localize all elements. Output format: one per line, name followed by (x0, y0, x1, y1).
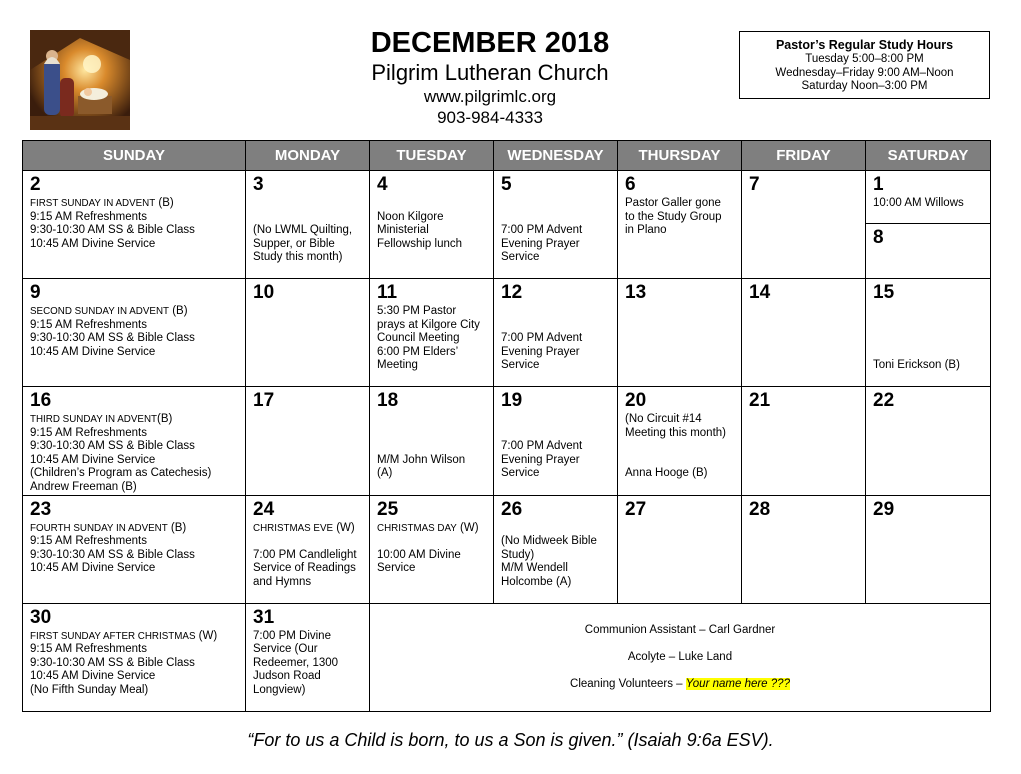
event-line: (A) (377, 467, 393, 480)
event-line: 5:30 PM Pastor (377, 305, 457, 317)
event-line: Meeting this month) (625, 426, 726, 439)
day-cell[interactable] (742, 495, 866, 603)
weekday-header: THURSDAY (618, 141, 742, 171)
event-line: Evening Prayer (501, 453, 580, 466)
weekday-header: MONDAY (246, 141, 370, 171)
event-line: (No Midweek Bible (501, 535, 597, 548)
event-line: Supper, or Bible (253, 237, 335, 250)
event-line: (No Circuit #14 (625, 413, 702, 425)
day-number: 4 (377, 174, 388, 195)
event-line: 7:00 PM Advent (501, 332, 583, 345)
day-cell[interactable] (246, 495, 370, 603)
day-cell[interactable] (246, 279, 370, 387)
day-cell-lower (873, 224, 983, 250)
day-number: 23 (30, 498, 52, 520)
day-cell[interactable] (494, 279, 618, 387)
day-cell[interactable] (618, 387, 742, 496)
event-line: 7:00 PM Advent (501, 440, 583, 453)
event-line: 10:45 AM Divine Service (30, 237, 156, 250)
liturgical-day: CHRISTMAS EVE (W) (253, 521, 355, 534)
event-line: Study) (501, 548, 535, 561)
day-number: 28 (749, 498, 771, 520)
day-cell[interactable] (246, 387, 370, 496)
day-number: 5 (501, 174, 512, 195)
event-line: 6:00 PM Elders’ (377, 345, 459, 358)
day-number: 29 (873, 498, 895, 520)
day-cell[interactable] (23, 387, 246, 496)
day-cell[interactable] (494, 387, 618, 496)
event-line: 7:00 PM Advent (501, 224, 583, 237)
event-line: Fellowship lunch (377, 237, 463, 250)
event-line: Noon Kilgore (377, 210, 444, 223)
event-line: in Plano (625, 224, 667, 237)
month-title: DECEMBER 2018 (370, 27, 610, 59)
day-number: 17 (253, 390, 275, 411)
nativity-image (30, 30, 130, 130)
day-number: 30 (30, 606, 52, 628)
day-number: 15 (873, 282, 895, 303)
week-row (23, 495, 991, 603)
day-cell[interactable] (370, 279, 494, 387)
day-number: 18 (377, 390, 399, 411)
event-line: 9:15 AM Refreshments (30, 643, 147, 656)
event-line: Toni Erickson (B) (873, 359, 960, 372)
study-hours-title: Pastor’s Regular Study Hours (775, 38, 954, 52)
liturgical-day: FIRST SUNDAY AFTER CHRISTMAS (W) (30, 629, 218, 642)
event-line: Evening Prayer (501, 237, 580, 250)
event-line: Ministerial (377, 224, 429, 237)
day-cell[interactable] (23, 603, 246, 711)
day-number: 16 (30, 390, 52, 411)
event-line: M/M John Wilson (377, 453, 466, 466)
event-line: 9:30-10:30 AM SS & Bible Class (30, 440, 195, 453)
acolyte: Acolyte – Luke Land (627, 650, 733, 663)
weekday-header-row (23, 141, 991, 171)
day-cell[interactable] (618, 171, 742, 279)
event-line: (No Fifth Sunday Meal) (30, 683, 149, 696)
event-line: prays at Kilgore City (377, 318, 480, 331)
day-cell[interactable] (23, 495, 246, 603)
event-line: Service (501, 467, 540, 480)
event-line: M/M Wendell (501, 562, 568, 575)
event-line: 10:45 AM Divine Service (30, 453, 156, 466)
event-line: 10:45 AM Divine Service (30, 670, 156, 683)
event-line: 10:45 AM Divine Service (30, 562, 156, 575)
day-cell[interactable] (370, 387, 494, 496)
event-line: 9:15 AM Refreshments (30, 535, 147, 548)
day-cell[interactable] (23, 279, 246, 387)
week-row (23, 603, 991, 711)
day-number: 8 (873, 227, 884, 248)
day-cell[interactable] (246, 603, 370, 711)
event-line: 9:30-10:30 AM SS & Bible Class (30, 332, 195, 345)
calendar-grid (22, 140, 991, 712)
day-number: 26 (501, 498, 523, 520)
liturgical-day: THIRD SUNDAY IN ADVENT(B) (30, 413, 173, 425)
day-cell-upper (866, 173, 990, 224)
liturgical-day: FOURTH SUNDAY IN ADVENT (B) (30, 521, 187, 534)
study-hours-line: Saturday Noon–3:00 PM (801, 80, 928, 92)
study-hours-box (739, 31, 990, 99)
week-row (23, 387, 991, 496)
day-cell[interactable] (742, 279, 866, 387)
event-line: (Children’s Program as Catechesis) (30, 467, 212, 480)
event-line: 9:15 AM Refreshments (30, 210, 147, 223)
event-line: Anna Hooge (B) (625, 467, 708, 480)
cleaning-volunteers: Cleaning Volunteers – Your name here ??? (570, 677, 790, 690)
event-line: 10:00 AM Divine (377, 548, 461, 561)
day-cell[interactable] (494, 171, 618, 279)
week-row (23, 279, 991, 387)
event-line: 9:15 AM Refreshments (30, 318, 147, 331)
day-number: 25 (377, 498, 399, 520)
event-line: Longview) (253, 683, 306, 696)
day-cell[interactable] (742, 171, 866, 279)
week-row (23, 171, 991, 279)
day-cell[interactable] (246, 171, 370, 279)
day-number: 12 (501, 282, 523, 303)
website-link[interactable]: www.pilgrimlc.org (423, 87, 557, 106)
event-line: to the Study Group (625, 210, 722, 223)
event-line: Meeting (377, 359, 418, 372)
event-line: Service (501, 359, 540, 372)
day-cell[interactable] (866, 495, 991, 603)
event-line: Andrew Freeman (B) (30, 480, 137, 493)
weekday-header: WEDNESDAY (494, 141, 618, 171)
day-number: 31 (253, 606, 275, 628)
day-cell[interactable] (370, 495, 494, 603)
event-line: (No LWML Quilting, (253, 224, 353, 237)
event-line: 7:00 PM Divine (253, 629, 331, 642)
event-line: Redeemer, 1300 (253, 656, 339, 669)
weekday-header: TUESDAY (370, 141, 494, 171)
day-number: 24 (253, 498, 275, 520)
volunteer-highlight: Your name here ??? (685, 677, 790, 690)
event-line: 7:00 PM Candlelight (253, 548, 357, 561)
day-number: 22 (873, 390, 895, 411)
event-line: 9:30-10:30 AM SS & Bible Class (30, 224, 195, 237)
day-cell[interactable] (742, 387, 866, 496)
event-line: Pastor Galler gone (625, 197, 721, 209)
day-number: 21 (749, 390, 771, 411)
study-hours-line: Tuesday 5:00–8:00 PM (805, 53, 924, 65)
day-number: 2 (30, 174, 41, 195)
day-cell[interactable] (618, 495, 742, 603)
church-name: Pilgrim Lutheran Church (371, 60, 609, 85)
event-line: Service (377, 562, 416, 575)
day-number: 1 (873, 174, 884, 195)
day-cell[interactable] (618, 279, 742, 387)
weekday-header: SATURDAY (866, 141, 991, 171)
event-line: Service of Readings (253, 562, 356, 575)
event-line: Study this month) (253, 251, 343, 264)
event-line: 9:30-10:30 AM SS & Bible Class (30, 656, 195, 669)
day-number: 19 (501, 390, 523, 411)
day-cell[interactable] (866, 387, 991, 496)
day-number: 6 (625, 174, 636, 195)
day-number: 20 (625, 390, 647, 411)
day-number: 7 (749, 174, 760, 195)
event-line: 9:30-10:30 AM SS & Bible Class (30, 548, 195, 561)
liturgical-day: SECOND SUNDAY IN ADVENT (B) (30, 305, 188, 317)
bible-verse: “For to us a Child is born, to us a Son is given.” (Isaiah 9:6a ESV). (247, 730, 774, 750)
day-number: 11 (377, 282, 398, 303)
day-cell[interactable] (370, 171, 494, 279)
day-number: 3 (253, 174, 264, 195)
event-line: Service (501, 251, 540, 264)
day-number: 10 (253, 282, 275, 303)
event-line: Service (Our (253, 643, 318, 656)
event-line: and Hymns (253, 575, 312, 588)
event-line: Judson Road (253, 670, 321, 683)
weekday-header: SUNDAY (23, 141, 246, 171)
study-hours-line: Wednesday–Friday 9:00 AM–Noon (775, 66, 954, 79)
event-line: 10:00 AM Willows (873, 197, 964, 209)
liturgical-day: CHRISTMAS DAY (W) (377, 521, 479, 534)
day-cell-split[interactable] (866, 171, 991, 279)
liturgical-day: FIRST SUNDAY IN ADVENT (B) (30, 197, 174, 209)
calendar-header (290, 26, 690, 128)
day-cell[interactable] (866, 279, 991, 387)
day-number: 13 (625, 282, 647, 303)
event-line: 9:15 AM Refreshments (30, 426, 147, 439)
day-cell[interactable] (23, 171, 246, 279)
day-number: 14 (749, 282, 771, 303)
phone-number: 903-984-4333 (437, 108, 543, 127)
day-number: 9 (30, 282, 41, 303)
communion-assistant: Communion Assistant – Carl Gardner (584, 623, 776, 636)
weekday-header: FRIDAY (742, 141, 866, 171)
assignments-cell (370, 603, 991, 711)
event-line: Holcombe (A) (501, 575, 572, 588)
event-line: 10:45 AM Divine Service (30, 345, 156, 358)
event-line: Evening Prayer (501, 345, 580, 358)
day-cell[interactable] (494, 495, 618, 603)
event-line: Council Meeting (377, 332, 460, 345)
day-number: 27 (625, 498, 647, 520)
